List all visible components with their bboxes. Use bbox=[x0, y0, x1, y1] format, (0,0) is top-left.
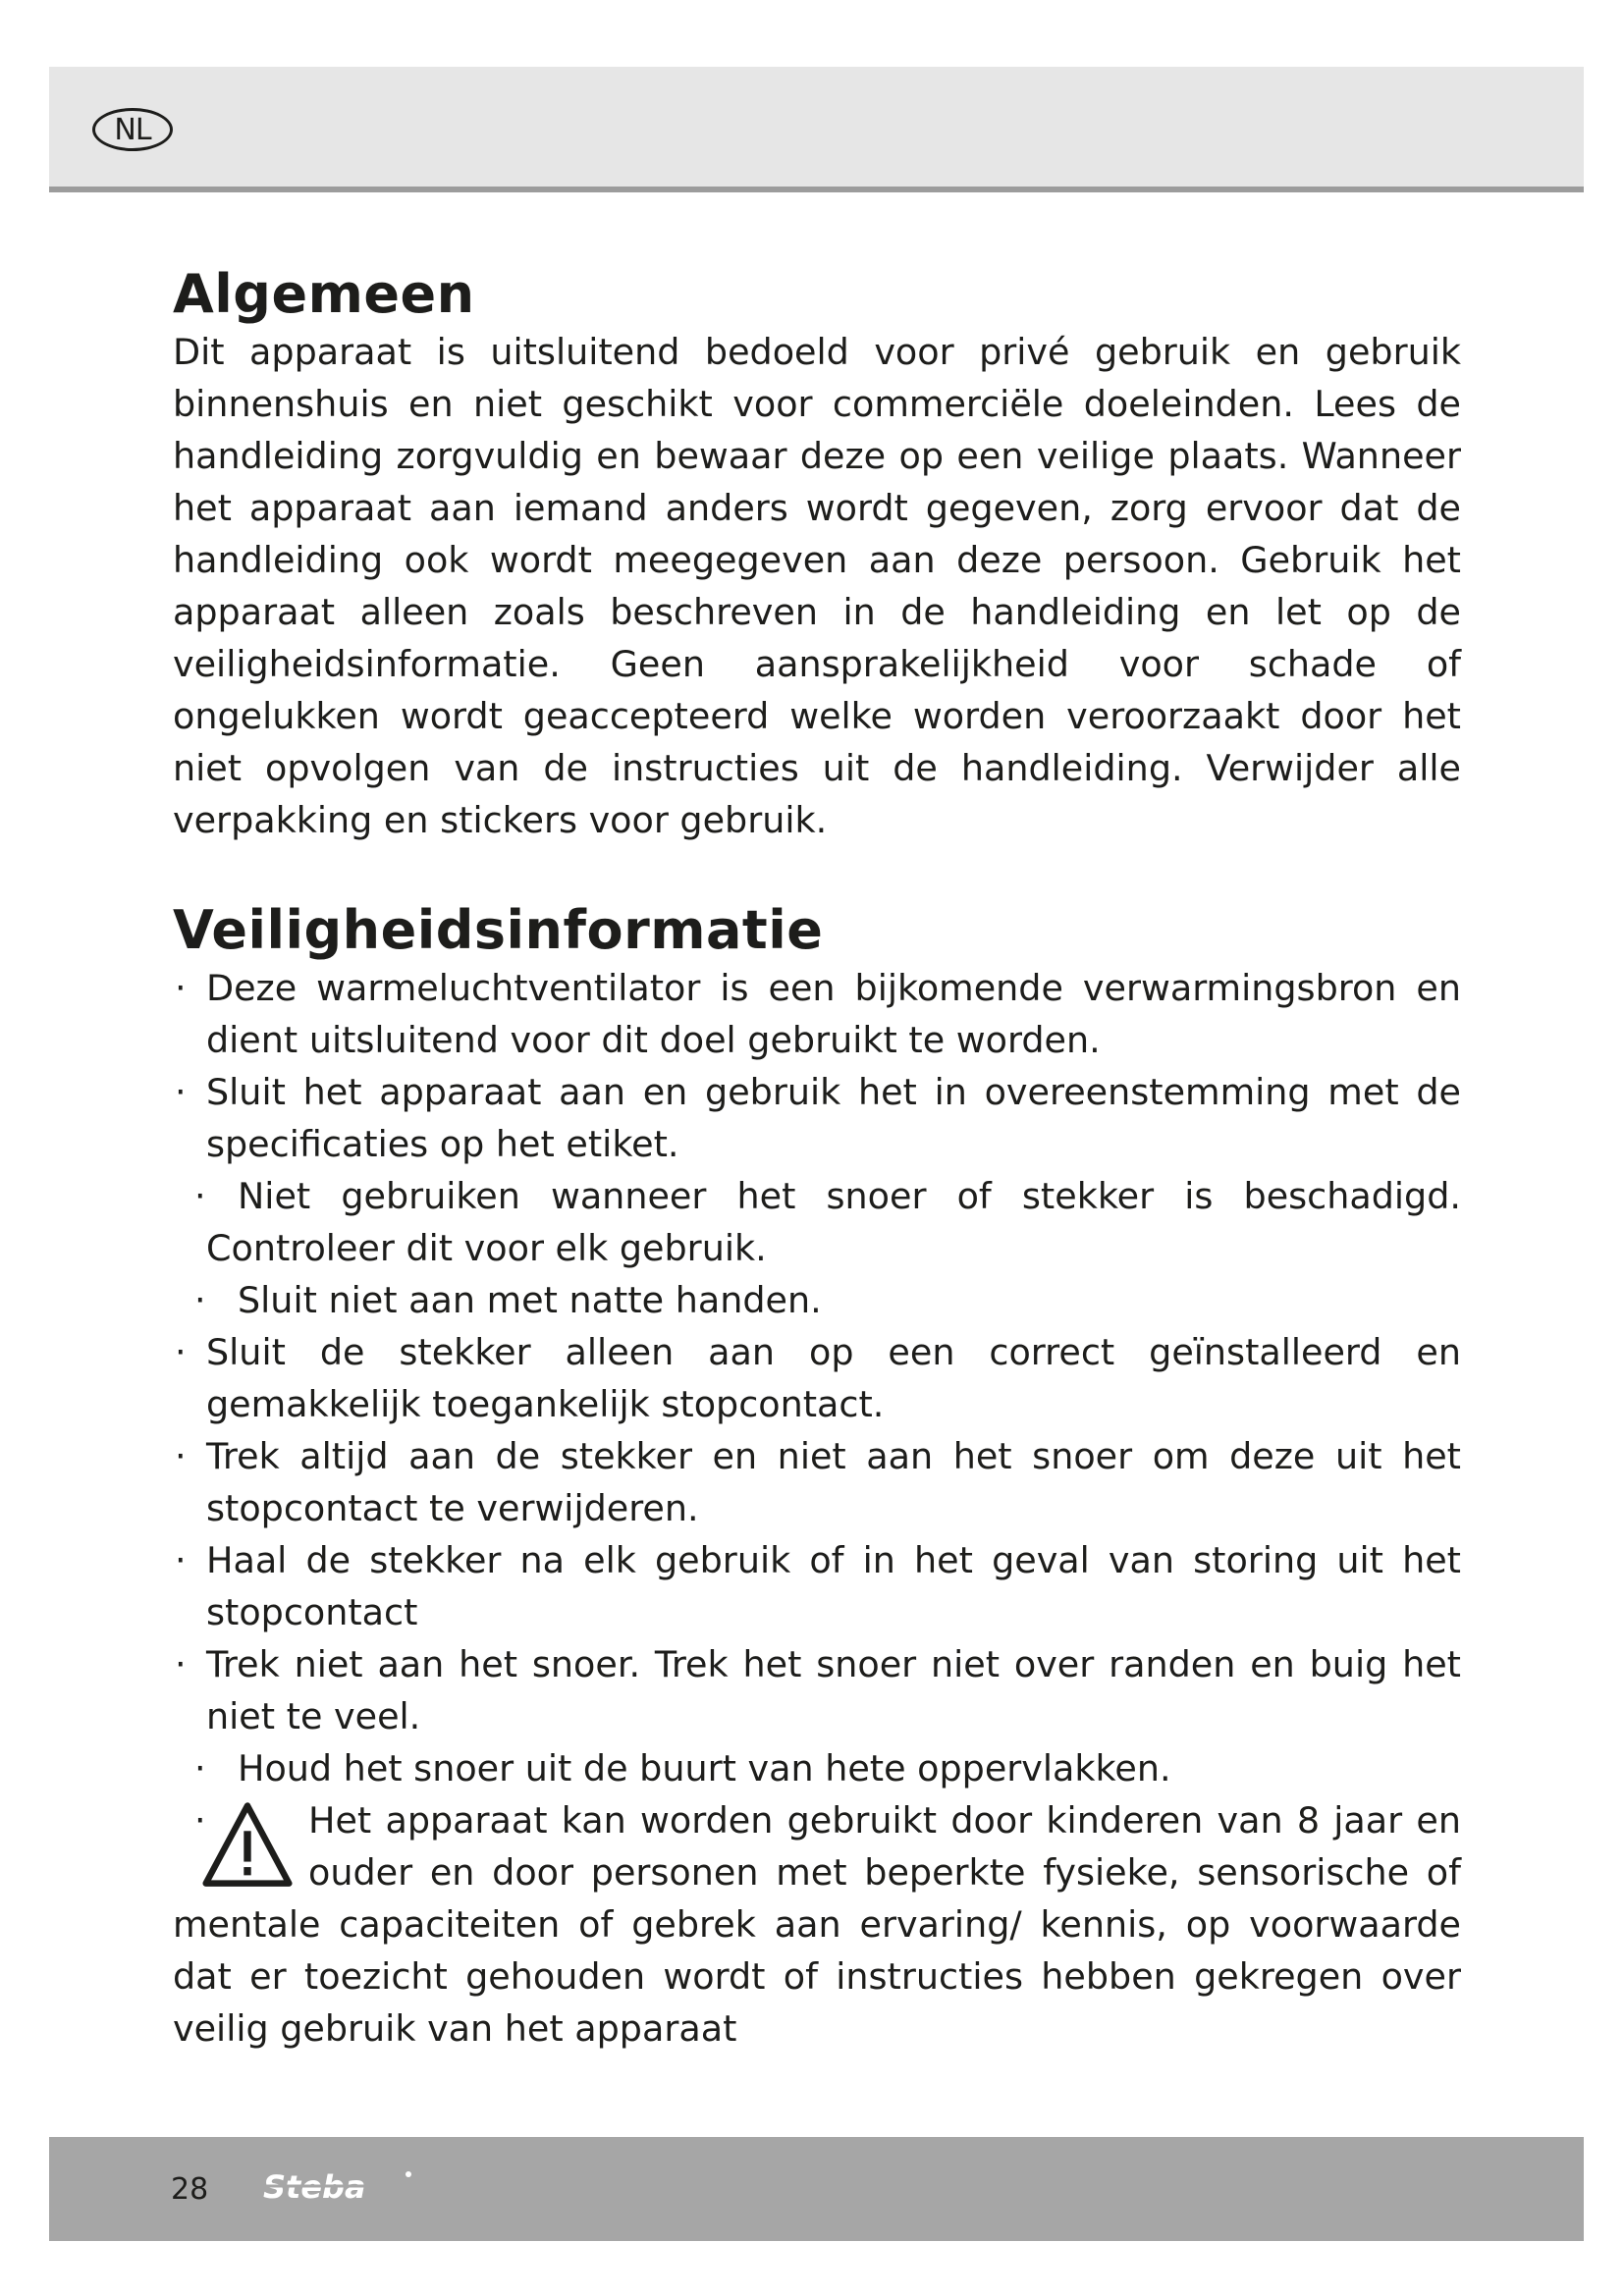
bullet: · bbox=[194, 1799, 206, 1842]
bullet: · bbox=[175, 1071, 187, 1113]
bullet: · bbox=[175, 1331, 187, 1373]
safety-item: · Deze warmeluchtventilator is een bijkomende verwarmingsbron en dient uitsluitend voor dit doel gebruikt te worden. bbox=[173, 962, 1461, 1066]
safety-item: · Niet gebruiken wanneer het snoer of stekker is beschadigd. Controleer dit voor elk gebruik. bbox=[173, 1170, 1461, 1274]
bullet: · bbox=[175, 1435, 187, 1477]
general-paragraph: Dit apparaat is uitsluitend bedoeld voor privé gebruik en gebruik binnenshuis en niet geschikt voor commerciële doeleinden. Lees de handleiding zorgvuldig en bewaar deze op een veilige plaats. Wanneer het apparaat aan iemand anders wordt gegeven, zorg ervoor dat de handleiding ook wordt meegegeven aan deze persoon. Gebruik het apparaat alleen zoals beschreven in de handleiding en let op de veiligheidsinformatie. Geen aansprakelijkheid voor schade of ongelukken wordt geaccepteerd welke worden veroorzaakt door het niet opvolgen van de instructies uit de handleiding. Verwijder alle verpakking en stickers voor gebruik. bbox=[173, 331, 1461, 841]
safety-item-warning: · Het apparaat kan worden gebruikt door kinderen van 8 jaar en ouder en door personen met beperkte fysieke, sensorische of mentale capaciteiten of gebrek aan ervaring/ kennis, op voorwaarde dat er toezicht gehouden wordt of instructies hebben gekregen over veilig gebruik van het apparaat bbox=[173, 1794, 1461, 2055]
section-title-safety: Veiligheidsinformatie bbox=[173, 899, 824, 961]
safety-item: · Sluit het apparaat aan en gebruik het in overeenstemming met de specificaties op het etiket. bbox=[173, 1066, 1461, 1170]
safety-list bbox=[173, 962, 1461, 2055]
language-code: NL bbox=[114, 112, 151, 147]
safety-item: · Sluit niet aan met natte handen. bbox=[173, 1274, 1461, 1326]
brand-name: Steba bbox=[263, 2168, 366, 2206]
header-band bbox=[49, 67, 1584, 192]
bullet: · bbox=[194, 1175, 206, 1217]
warning-triangle-icon bbox=[202, 1800, 293, 1891]
safety-item: · Trek altijd aan de stekker en niet aan het snoer om deze uit het stopcontact te verwijderen. bbox=[173, 1430, 1461, 1534]
language-badge bbox=[92, 108, 173, 151]
bullet: · bbox=[175, 967, 187, 1009]
safety-item: · Sluit de stekker alleen aan op een correct geïnstalleerd en gemakkelijk toegankelijk stopcontact. bbox=[173, 1326, 1461, 1430]
safety-item: · Trek niet aan het snoer. Trek het snoer niet over randen en buig het niet te veel. bbox=[173, 1638, 1461, 1742]
section-title-general: Algemeen bbox=[173, 263, 475, 325]
bullet: · bbox=[194, 1747, 206, 1789]
bullet: · bbox=[194, 1279, 206, 1321]
bullet: · bbox=[175, 1539, 187, 1581]
page-content bbox=[173, 263, 1461, 2055]
safety-item: · Haal de stekker na elk gebruik of in het geval van storing uit het stopcontact bbox=[173, 1534, 1461, 1638]
bullet: · bbox=[175, 1643, 187, 1685]
safety-item: · Houd het snoer uit de buurt van hete oppervlakken. bbox=[173, 1742, 1461, 1794]
brand-logo bbox=[259, 2166, 416, 2210]
page-number: 28 bbox=[171, 2172, 209, 2207]
footer-band bbox=[49, 2137, 1584, 2241]
